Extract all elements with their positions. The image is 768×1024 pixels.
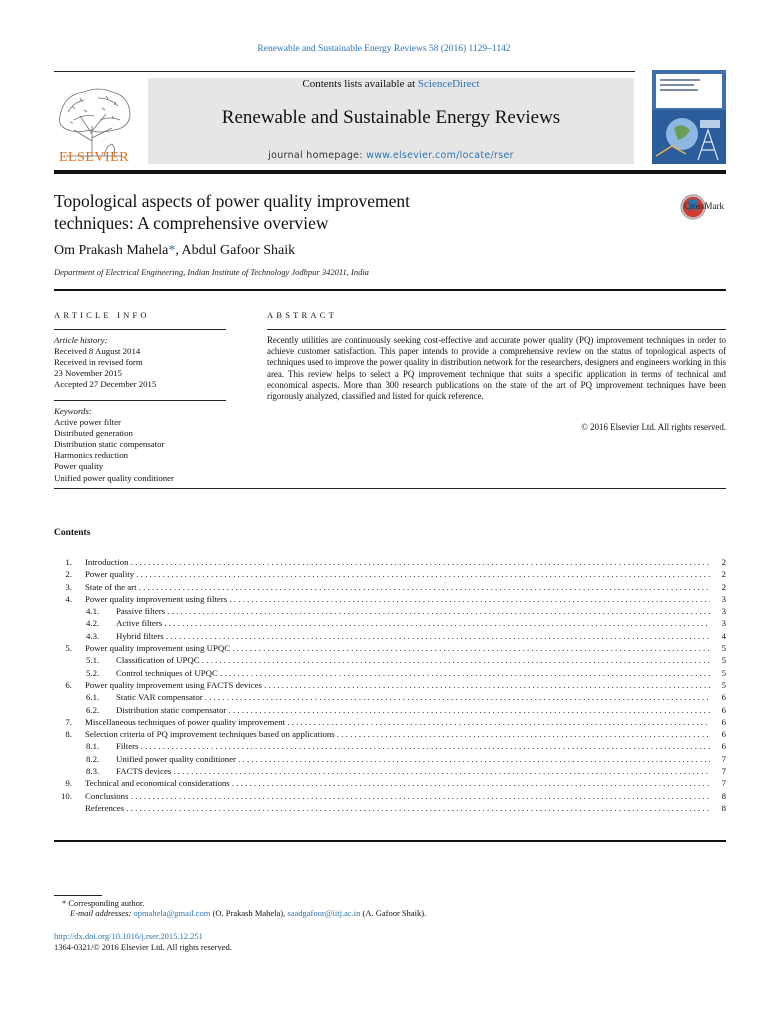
history-revised-date: 23 November 2015 xyxy=(54,368,122,379)
toc-entry[interactable] xyxy=(54,630,726,642)
author-list xyxy=(54,243,295,259)
toc-entry-number: 4.2. xyxy=(86,618,100,629)
toc-entry-page: 7 xyxy=(721,753,726,764)
toc-entry-number: 4.3. xyxy=(86,630,100,641)
header-top-rule xyxy=(54,71,635,72)
toc-entry-page: 5 xyxy=(721,643,726,654)
toc-entry[interactable] xyxy=(54,581,726,593)
email-owner-2: (A. Gafoor Shaik). xyxy=(360,908,427,918)
toc-entry-number: 6.2. xyxy=(86,704,100,715)
issn-copyright: 1364-0321/© 2016 Elsevier Ltd. All rights reserved. xyxy=(54,942,232,952)
article-title xyxy=(54,190,574,234)
toc-entry-label[interactable]: Power quality improvement using FACTS devices . . . xyxy=(85,679,710,691)
toc-entry[interactable] xyxy=(54,716,726,728)
toc-entry[interactable] xyxy=(54,728,726,740)
toc-entry-label[interactable]: Active filters . . . xyxy=(116,617,710,629)
journal-header-band xyxy=(148,78,634,164)
toc-entry-number: 5.2. xyxy=(86,667,100,678)
author-affiliation: Department of Electrical Engineering, Indian Institute of Technology Jodhpur 342011, India xyxy=(54,267,369,277)
toc-entry-label[interactable]: References . . . xyxy=(85,802,710,814)
article-info-heading: ARTICLE INFO xyxy=(54,310,150,320)
keywords-heading: Keywords: xyxy=(54,406,92,416)
toc-entry-label[interactable]: FACTS devices . . . xyxy=(116,765,710,777)
toc-entry-number: 5. xyxy=(65,643,72,654)
toc-entry-label[interactable]: Unified power quality conditioner . . . xyxy=(116,753,710,765)
toc-entry[interactable] xyxy=(54,568,726,580)
email-label: E-mail addresses: xyxy=(70,908,134,918)
toc-entry-page: 2 xyxy=(721,581,726,592)
toc-entry[interactable] xyxy=(54,777,726,789)
toc-entry-page: 6 xyxy=(721,716,726,727)
toc-entry-page: 3 xyxy=(721,606,726,617)
toc-entry-number: 8.3. xyxy=(86,766,100,777)
toc-entry-page: 8 xyxy=(721,802,726,813)
toc-entry[interactable] xyxy=(54,605,726,617)
toc-entry[interactable] xyxy=(54,556,726,568)
toc-entry[interactable] xyxy=(54,679,726,691)
keyword-item: Unified power quality conditioner xyxy=(54,472,174,483)
toc-entry-label[interactable]: Conclusions . . . xyxy=(85,790,710,802)
homepage-prefix: journal homepage: xyxy=(268,150,367,161)
toc-entry-label[interactable]: Power quality . . . xyxy=(85,568,710,580)
toc-entry[interactable] xyxy=(54,802,726,814)
elsevier-wordmark: ELSEVIER xyxy=(58,150,130,165)
toc-entry-label[interactable]: Classification of UPQC . . . xyxy=(116,654,710,666)
toc-entry-page: 6 xyxy=(721,729,726,740)
author-2: Abdul Gafoor Shaik xyxy=(181,243,296,258)
toc-entry[interactable] xyxy=(54,617,726,629)
email-addresses xyxy=(70,908,426,918)
toc-entry-number: 9. xyxy=(65,778,72,789)
toc-entry-label[interactable]: Miscellaneous techniques of power quality improvement . . . xyxy=(85,716,710,728)
keyword-item: Harmonics reduction xyxy=(54,450,129,461)
author-1: Om Prakash Mahela xyxy=(54,243,169,258)
history-accepted: Accepted 27 December 2015 xyxy=(54,379,157,390)
history-received: Received 8 August 2014 xyxy=(54,346,141,357)
toc-entry-number: 8.1. xyxy=(86,741,100,752)
toc-entry-label[interactable]: Static VAR compensator . . . xyxy=(116,691,710,703)
toc-entry-number: 6. xyxy=(65,679,72,690)
abstract-body: Recently utilities are continuously seeking cost-effective and accurate power quality (PQ) improvement techniques in order to achieve customer satisfaction. This paper intends to provide a comprehensive review on the status of topological aspects of techniques used to improve the power quality in distribution network for the researchers, designers and engineers working in this area. This review helps to select a PQ improvement technique that suits a specific application in terms of technical and economical aspects. More than 300 research publications on the state of the art of PQ improvement techniques have been rigorously analyzed, classified and listed for quick reference. xyxy=(267,335,726,402)
keywords-list xyxy=(54,406,174,484)
toc-entry-page: 6 xyxy=(721,692,726,703)
article-history xyxy=(54,335,156,390)
toc-entry-page: 4 xyxy=(721,630,726,641)
toc-entry-label[interactable]: Introduction . . . xyxy=(85,556,710,568)
toc-entry-label[interactable]: Power quality improvement using UPQC . . . xyxy=(85,642,710,654)
toc-entry-number: 2. xyxy=(65,569,72,580)
toc-entry-number: 8.2. xyxy=(86,753,100,764)
email-link-1[interactable]: opmahela@gmail.com xyxy=(133,908,211,918)
corresponding-author-note: * Corresponding author. xyxy=(62,898,145,908)
journal-title: Renewable and Sustainable Energy Reviews xyxy=(221,107,561,128)
toc-entry-number: 8. xyxy=(65,729,72,740)
toc-entry[interactable] xyxy=(54,691,726,703)
history-revised: Received in revised form xyxy=(54,357,143,368)
keyword-item: Distributed generation xyxy=(54,428,133,439)
toc-entry-label[interactable]: Technical and economical considerations . . . xyxy=(85,777,710,789)
contents-prefix: Contents lists available at xyxy=(302,78,418,90)
keyword-item: Active power filter xyxy=(54,417,121,428)
toc-entry[interactable] xyxy=(54,667,726,679)
toc-entry-page: 7 xyxy=(721,766,726,777)
toc-entry-label[interactable]: Distribution static compensator . . . xyxy=(116,704,710,716)
sciencedirect-link[interactable]: ScienceDirect xyxy=(417,78,480,90)
toc-entry-label[interactable]: Selection criteria of PQ improvement techniques based on applications . . . xyxy=(85,728,710,740)
journal-homepage xyxy=(148,150,634,161)
toc-entry[interactable] xyxy=(54,654,726,666)
toc-entry-number: 4. xyxy=(65,593,72,604)
article-history-heading: Article history: xyxy=(54,335,108,345)
toc-entry[interactable] xyxy=(54,642,726,654)
toc-entry[interactable] xyxy=(54,593,726,605)
journal-cover-image xyxy=(652,70,726,164)
toc-entry[interactable] xyxy=(54,704,726,716)
toc-entry-page: 2 xyxy=(721,557,726,567)
toc-entry-number: 6.1. xyxy=(86,692,100,703)
crossmark-label[interactable]: CrossMark xyxy=(684,201,724,211)
toc-entry-label[interactable]: State of the art . . . xyxy=(85,581,710,593)
toc-entry-page: 5 xyxy=(721,667,726,678)
toc-entry-label[interactable]: Control techniques of UPQC . . . xyxy=(116,667,710,679)
toc-entry-page: 6 xyxy=(721,704,726,715)
article-info-end-rule xyxy=(54,488,726,489)
toc-entry-label[interactable]: Power quality improvement using filters . . . xyxy=(85,593,710,605)
toc-entry-page: 5 xyxy=(721,655,726,666)
toc-entry-label[interactable]: Hybrid filters . . . xyxy=(116,630,710,642)
toc-entry-label[interactable]: Passive filters . . . xyxy=(116,605,710,617)
article-title-line-2: techniques: A comprehensive overview xyxy=(54,213,329,233)
contents-availability xyxy=(148,78,634,90)
toc-entry[interactable] xyxy=(54,790,726,802)
toc-entry-number: 4.1. xyxy=(86,606,100,617)
abstract-heading: ABSTRACT xyxy=(267,310,337,320)
toc-entry-page: 3 xyxy=(721,593,726,604)
toc-entry-number: 7. xyxy=(65,716,72,727)
toc-entry[interactable] xyxy=(54,740,726,752)
corresponding-author-mark[interactable]: * xyxy=(168,243,176,258)
article-info-rule xyxy=(54,329,226,330)
table-of-contents xyxy=(54,556,726,814)
keyword-item: Distribution static compensator xyxy=(54,439,165,450)
homepage-link[interactable]: www.elsevier.com/locate/rser xyxy=(366,150,514,161)
article-title-line-1: Topological aspects of power quality improvement xyxy=(54,191,410,211)
email-link-2[interactable]: saadgafoor@iitj.ac.in xyxy=(287,908,361,918)
toc-entry-page: 2 xyxy=(721,569,726,580)
toc-entry-page: 5 xyxy=(721,679,726,690)
toc-entry-page: 6 xyxy=(721,741,726,752)
header-bottom-rule xyxy=(54,170,726,174)
toc-entry-page: 3 xyxy=(721,618,726,629)
contents-end-rule xyxy=(54,840,726,842)
abstract-copyright: © 2016 Elsevier Ltd. All rights reserved. xyxy=(581,422,726,432)
article-info-divider xyxy=(54,400,226,401)
toc-entry[interactable] xyxy=(54,753,726,765)
toc-entry-number: 10. xyxy=(61,790,72,801)
toc-entry[interactable] xyxy=(54,765,726,777)
email-owner-1: (O. Prakash Mahela), xyxy=(210,908,288,918)
doi-link[interactable]: http://dx.doi.org/10.1016/j.rser.2015.12.251 xyxy=(54,931,203,941)
author-separator: , xyxy=(175,243,182,258)
toc-entry-label[interactable]: Filters . . . xyxy=(116,740,710,752)
toc-entry-number: 3. xyxy=(65,581,72,592)
footnote-rule xyxy=(54,895,102,896)
keyword-item: Power quality xyxy=(54,461,104,472)
toc-entry-page: 8 xyxy=(721,790,726,801)
contents-heading: Contents xyxy=(54,528,91,538)
title-block-rule xyxy=(54,289,726,291)
journal-citation[interactable]: Renewable and Sustainable Energy Reviews 58 (2016) 1129–1142 xyxy=(257,44,511,54)
toc-entry-number: 1. xyxy=(65,557,72,567)
toc-entry-page: 7 xyxy=(721,778,726,789)
abstract-rule xyxy=(267,329,726,330)
toc-entry-number: 5.1. xyxy=(86,655,100,666)
